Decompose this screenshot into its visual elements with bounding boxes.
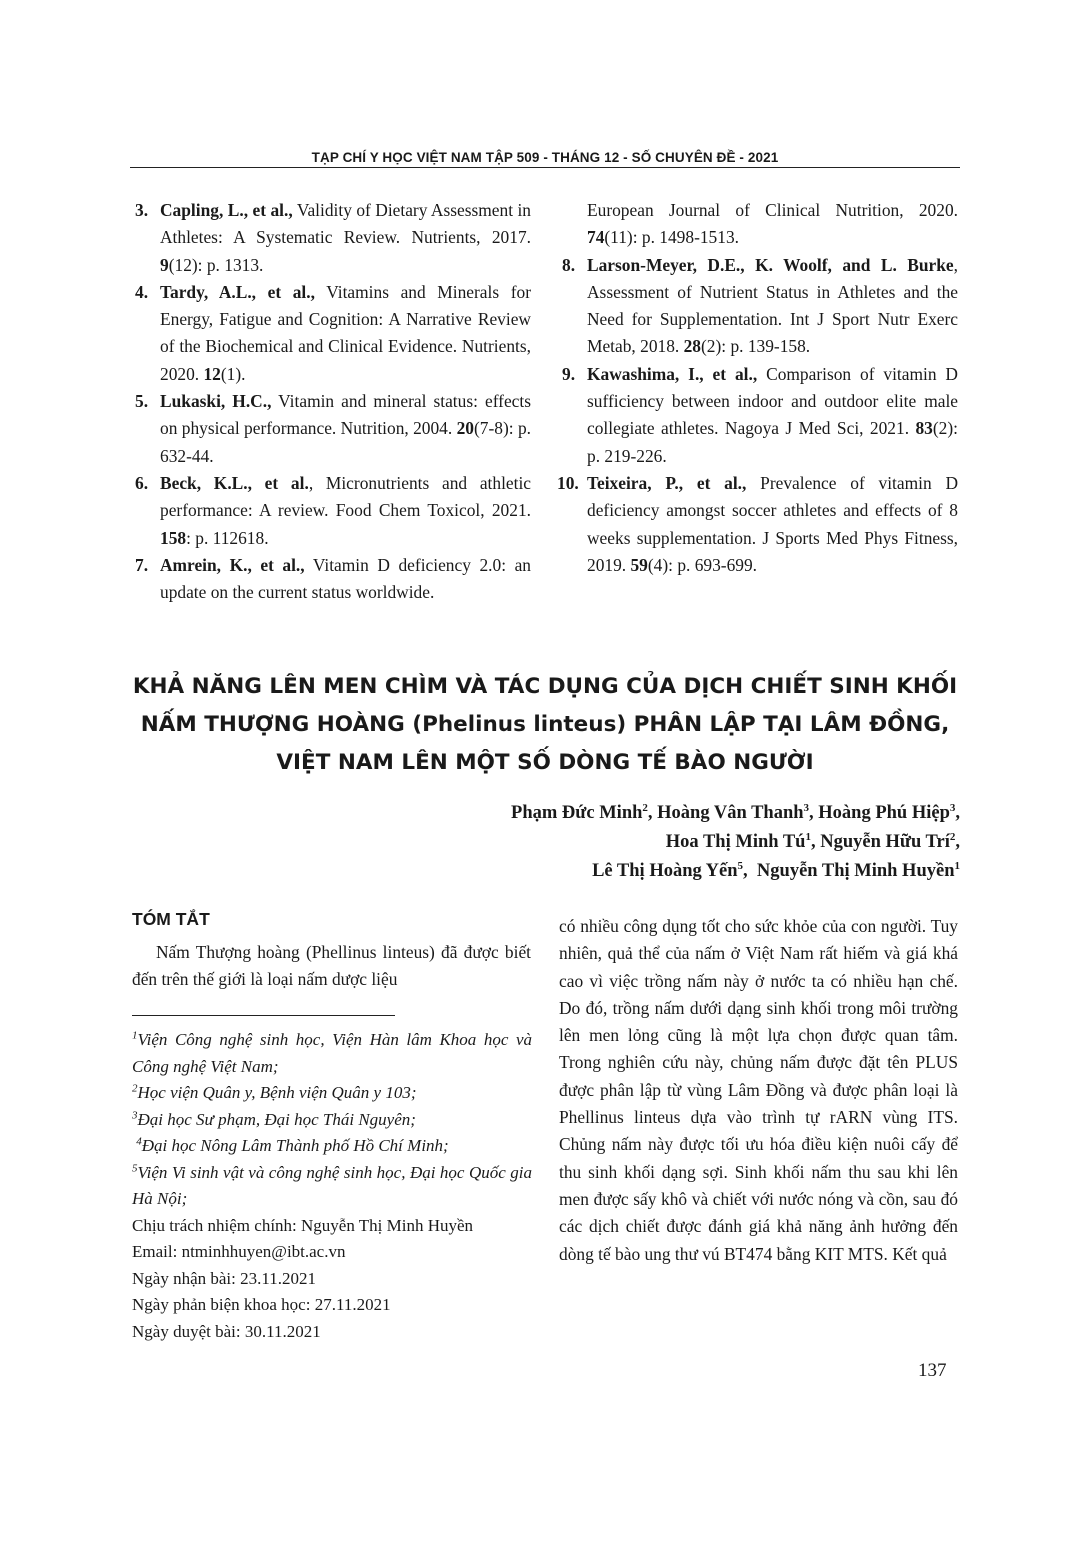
reference-text: Validity of Dietary Assessment in Athletes: A Systematic Review. Nutrients, 2017. bbox=[160, 200, 532, 248]
header-rule bbox=[130, 167, 960, 168]
abstract-text-left: Nấm Thượng hoàng (Phellinus linteus) đã được biết đến trên thế giới là loại nấm dược liệu bbox=[132, 942, 531, 990]
reference-pages: (11): p. 1498-1513. bbox=[604, 227, 739, 248]
reference-6 bbox=[132, 470, 531, 552]
author-line: Phạm Đức Minh$^2$, Hoàng Vân Thanh$^3$, Hoàng Phú Hiệp$^3$, bbox=[511, 801, 960, 823]
affiliation-footnote: $^5$Viện Vi sinh vật và công nghệ sinh học, Đại học Quốc gia Hà Nội; bbox=[132, 1161, 532, 1208]
reference-8 bbox=[559, 252, 958, 361]
reference-pages: (4): p. 693-699. bbox=[647, 554, 758, 575]
journal-header: TẠP CHÍ Y HỌC VIỆT NAM TẬP 509 - THÁNG 12 - SỐ CHUYÊN ĐỀ - 2021 bbox=[311, 150, 779, 165]
reference-number: 3. bbox=[135, 200, 149, 220]
references-right-column bbox=[559, 197, 958, 579]
reference-volume: 28 bbox=[683, 336, 701, 357]
contact-email: Email: ntminhhuyen@ibt.ac.vn bbox=[132, 1242, 346, 1261]
reference-text: Prevalence of vitamin D deficiency amongst soccer athletes and effects of 8 weeks supplementation. J Sports Med Phys Fitness, 2019. bbox=[587, 472, 958, 575]
reference-number: 6. bbox=[135, 472, 149, 493]
reference-text: Comparison of vitamin D sufficiency between indoor and outdoor elite male collegiate athletes. Nagoya J Med Sci, 2021. bbox=[587, 363, 958, 439]
reference-number: 9. bbox=[562, 363, 576, 384]
abstract-text-right: có nhiều công dụng tốt cho sức khỏe của con người. Tuy nhiên, quả thể của nấm ở Việt Nam rất hiếm và giá khá cao vì việc trồng nấm này ở nước ta có nhiều hạn chế. Do đó, trồng nấm dưới dạng sinh khối trong môi trường lên men lỏng cũng là một lựa chọn được quan tâm. Trong nghiên cứu này, chủng nấm được đặt tên PLUS được phân lập từ vùng Lâm Đồng và được phân loại là Phellinus linteus dựa vào trình tự rARN vùng ITS. Chủng nấm này được tối ưu hóa điều kiện nuôi cấy để thu sinh khối dạng sợi. Sinh khối nấm thu sau khi lên men được sấy khô và chiết với nước nóng và cồn, sau đó các dịch chiết được đánh giá khả năng ảnh hưởng đến dòng tế bào ung thư vú BT474 bằng KIT MTS. Kết quả bbox=[559, 916, 958, 1264]
reference-number: 10. bbox=[557, 472, 579, 493]
reference-text: , Micronutrients and athletic performance: A review. Food Chem Toxicol, 2021. bbox=[160, 472, 531, 521]
reference-volume: 158 bbox=[160, 527, 187, 548]
reference-text: European Journal of Clinical Nutrition, 2020. bbox=[587, 200, 958, 220]
footnote-rule bbox=[132, 1015, 395, 1016]
reference-7-continued bbox=[559, 197, 958, 252]
reference-number: 5. bbox=[135, 391, 149, 412]
reference-text: Vitamin and mineral status: effects on physical performance. Nutrition, 2004. bbox=[160, 391, 531, 439]
author-list bbox=[511, 799, 960, 886]
reference-7 bbox=[132, 552, 531, 607]
affiliation-footnote: $^1$Viện Công nghệ sinh học, Viện Hàn lâm Khoa học và Công nghệ Việt Nam; bbox=[132, 1029, 532, 1076]
reference-3 bbox=[132, 197, 531, 279]
article-title-line: NẤM THƯỢNG HOÀNG (Phelinus linteus) PHÂN LẬP TẠI LÂM ĐỒNG, bbox=[140, 712, 950, 737]
reference-10 bbox=[559, 470, 958, 579]
author-affiliation: 2 bbox=[949, 830, 956, 843]
article-title bbox=[100, 668, 990, 782]
article-title-line: KHẢ NĂNG LÊN MEN CHÌM VÀ TÁC DỤNG CỦA DỊCH CHIẾT SINH KHỐI bbox=[132, 674, 958, 699]
reference-authors: Tardy, A.L., et al., bbox=[160, 281, 315, 302]
responsible-author: Chịu trách nhiệm chính: Nguyễn Thị Minh Huyền bbox=[132, 1215, 474, 1235]
reference-number: 7. bbox=[135, 554, 149, 575]
author-line: Hoa Thị Minh $Tú^1$, Nguyễn Hữu Trí$^2$, bbox=[665, 830, 960, 852]
reference-volume: 59 bbox=[630, 554, 648, 575]
date-accepted: Ngày duyệt bài: 30.11.2021 bbox=[132, 1321, 321, 1341]
author-affiliation: 1 bbox=[805, 830, 811, 843]
author-affiliation: 2 bbox=[642, 801, 648, 814]
reference-volume: 74 bbox=[587, 227, 605, 248]
reference-pages: (2): p. 219-226. bbox=[587, 418, 958, 466]
author-name: Hoàng Vân Thanh bbox=[657, 803, 804, 823]
affiliation-footnote: $^4$Đại học Nông Lâm Thành phố Hồ Chí Minh; bbox=[136, 1135, 449, 1155]
date-received: Ngày nhận bài: 23.11.2021 bbox=[132, 1268, 316, 1288]
author-line: Lê Thị Hoàng Yến$^5$, Nguyễn Thị Minh Huyền$^1$ bbox=[592, 859, 960, 881]
reference-authors: Capling, L., et al., bbox=[160, 200, 293, 220]
author-affiliation: 3 bbox=[949, 801, 956, 814]
reference-pages: (7-8): p. 632-44. bbox=[160, 418, 531, 466]
reference-pages: : p. 112618. bbox=[186, 527, 269, 548]
reference-volume: 12 bbox=[203, 363, 221, 384]
reference-authors: Kawashima, I., et al., bbox=[587, 363, 758, 384]
author-affiliation: 5 bbox=[737, 859, 744, 872]
reference-pages: (2): p. 139-158. bbox=[701, 336, 811, 357]
footnotes bbox=[132, 1027, 532, 1345]
article-title-line: VIỆT NAM LÊN MỘT SỐ DÒNG TẾ BÀO NGƯỜI bbox=[276, 750, 814, 775]
date-reviewed: Ngày phản biện khoa học: 27.11.2021 bbox=[132, 1295, 391, 1314]
affiliation-footnote: $^2$Học viện Quân y, Bệnh viện Quân y 103; bbox=[132, 1082, 417, 1102]
abstract-heading: TÓM TẮT bbox=[132, 909, 210, 929]
reference-4 bbox=[132, 279, 531, 388]
reference-text: , Assessment of Nutrient Status in Athletes and the Need for Supplementation. Int J Sport Nutr Exerc Metab, 2018. bbox=[587, 254, 958, 357]
reference-number: 8. bbox=[562, 254, 576, 275]
reference-number: 4. bbox=[135, 281, 149, 302]
page-number: 137 bbox=[918, 1360, 947, 1381]
reference-authors: Larson-Meyer, D.E., K. Woolf, and L. Burke bbox=[587, 254, 954, 275]
author-name: Nguyễn Thị Minh Huyền bbox=[756, 861, 955, 881]
author-name: Nguyễn Hữu Trí bbox=[820, 832, 950, 852]
author-name: Hoa Thị Minh Tú bbox=[665, 832, 806, 852]
reference-text: Vitamins and Minerals for Energy, Fatigue and Cognition: A Narrative Review of the Biochemical and Clinical Evidence. Nutrients, 2020. bbox=[160, 281, 531, 384]
author-name: Phạm Đức Minh bbox=[511, 803, 643, 823]
reference-volume: 83 bbox=[915, 418, 933, 439]
reference-volume: 9 bbox=[160, 254, 169, 275]
reference-authors: Teixeira, P., et al., bbox=[587, 472, 747, 493]
reference-9 bbox=[559, 361, 958, 470]
reference-text: Vitamin D deficiency 2.0: an update on the current status worldwide. bbox=[160, 554, 531, 603]
reference-pages: (1). bbox=[220, 363, 246, 384]
reference-authors: Amrein, K., et al., bbox=[160, 554, 305, 575]
references-left-column bbox=[132, 197, 531, 606]
author-name: Hoàng Phú Hiệp bbox=[818, 803, 950, 823]
affiliation-footnote: $^3$Đại học Sư phạm, Đại học Thái Nguyên; bbox=[132, 1108, 416, 1129]
reference-5 bbox=[132, 388, 531, 470]
reference-authors: Beck, K.L., et al. bbox=[160, 472, 309, 493]
author-name: Lê Thị Hoàng Yến bbox=[592, 861, 738, 881]
author-affiliation: 1 bbox=[954, 859, 960, 872]
reference-authors: Lukaski, H.C., bbox=[160, 391, 272, 412]
author-affiliation: 3 bbox=[803, 801, 810, 814]
reference-pages: (12): p. 1313. bbox=[168, 254, 264, 275]
reference-volume: 20 bbox=[456, 418, 474, 439]
